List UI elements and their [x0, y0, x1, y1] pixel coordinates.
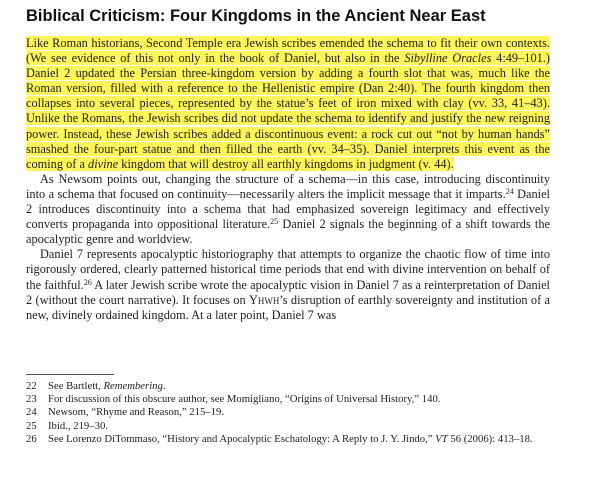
text-run: A later Jewish scribe wrote the apocalyptic vision in Daniel 7 as a reinterpretation of Daniel 2 (without the court narrative). It focuses on: [26, 277, 550, 307]
text-run: Daniel 2 signals the beginning of a shift towards the apocalyptic genre and worldview.: [26, 217, 550, 247]
footnote-text: For discussion of this obscure author, see Momigliano, “Origins of Universal History,” 140.: [48, 393, 441, 406]
footnote-text: Ibid., 219–30.: [48, 419, 108, 432]
paragraph-highlighted: [26, 36, 550, 172]
italic-title: Remembering: [103, 380, 163, 392]
highlighted-passage: [26, 36, 550, 171]
footnote-text: [48, 433, 550, 446]
footnote-22: [26, 380, 550, 393]
italic-title-sibylline-oracles: Sibylline Oracles: [404, 51, 492, 66]
footnote-number: 26: [26, 432, 37, 445]
paragraph-newsom: [26, 172, 550, 247]
footnote-ref-24[interactable]: 24: [505, 186, 514, 196]
footnote-23: [26, 393, 550, 406]
footnote-26: [26, 433, 550, 446]
footnote-ref-26[interactable]: 26: [83, 277, 92, 287]
footnote-number: 23: [26, 393, 37, 406]
footnotes: [26, 380, 550, 446]
text-run: 56 (2006): 413–18.: [447, 432, 533, 445]
paragraph-daniel-7: [26, 247, 550, 322]
italic-word-divine: divine: [88, 156, 119, 171]
footnote-25: [26, 420, 550, 433]
footnote-divider: [26, 374, 114, 375]
italic-journal-vt: VT: [435, 432, 448, 445]
footnote-text: [48, 380, 550, 393]
footnote-number: 22: [26, 380, 37, 392]
footnote-24: [26, 406, 550, 419]
text-run: .: [162, 380, 166, 392]
footnote-text: Newsom, “Rhyme and Reason,” 215–19.: [48, 406, 225, 419]
footnote-number: 25: [26, 419, 37, 432]
small-caps-yhwh: Yhwh: [248, 292, 280, 307]
text-run: ’s disruption of earthly sovereignty and institution of a new, divinely ordained kingdom. At a later point, Daniel 7 was: [26, 292, 551, 322]
text-run: See Bartlett,: [48, 380, 104, 392]
body-text: [26, 36, 550, 323]
text-run: Daniel 2 introduces discontinuity into a schema that had emphasized sovereign legitimacy and effectively converts propaganda into oppositional literature.: [26, 186, 550, 232]
text-run: As Newsom points out, changing the structure of a schema—in this case, introducing discontinuity into a schema that focused on continuity—necessarily alters the implicit message that it imparts.: [26, 171, 550, 201]
text-run: 4:49–101.) Daniel 2 updated the Persian three-kingdom version by adding a fourth slot that was, much like the Roman version, filled with a reference to the Hellenistic empire (Dan 2:40). The fourth kingdom then collapses into several pieces, represented by the statue’s feet of iron mixed with clay (vv. 33, 41–43). Unlike the Romans, the Jewish scribes did not update the schema to identify and justify the new reigning power. Instead, these Jewish scribes added a discontinuous event: a rock cut out “not by human hands” smashed the four-part statue and then filled the earth (vv. 34–35). Daniel interprets this event as the coming of a: [26, 51, 550, 171]
page-title: Biblical Criticism: Four Kingdoms in the Ancient Near East: [26, 7, 486, 25]
text-run: Like Roman historians, Second Temple era Jewish scribes emended the schema to fit their own contexts. (We see evidence of this not only in the book of Daniel, but also in the: [26, 36, 550, 66]
text-run: kingdom that will destroy all earthly kingdoms in judgment (v. 44).: [118, 156, 454, 171]
footnote-number: 24: [26, 406, 37, 419]
text-run: See Lorenzo DiTommaso, “History and Apocalyptic Eschatology: A Reply to J. Y. Jindo,”: [48, 432, 436, 445]
text-run: Daniel 7 represents apocalyptic historiography that attempts to organize the chaotic flow of time into rigorously ordered, clearly patterned historical time periods that end with divine intervention on behalf of the faithful.: [26, 247, 550, 292]
footnote-ref-25[interactable]: 25: [270, 217, 279, 227]
